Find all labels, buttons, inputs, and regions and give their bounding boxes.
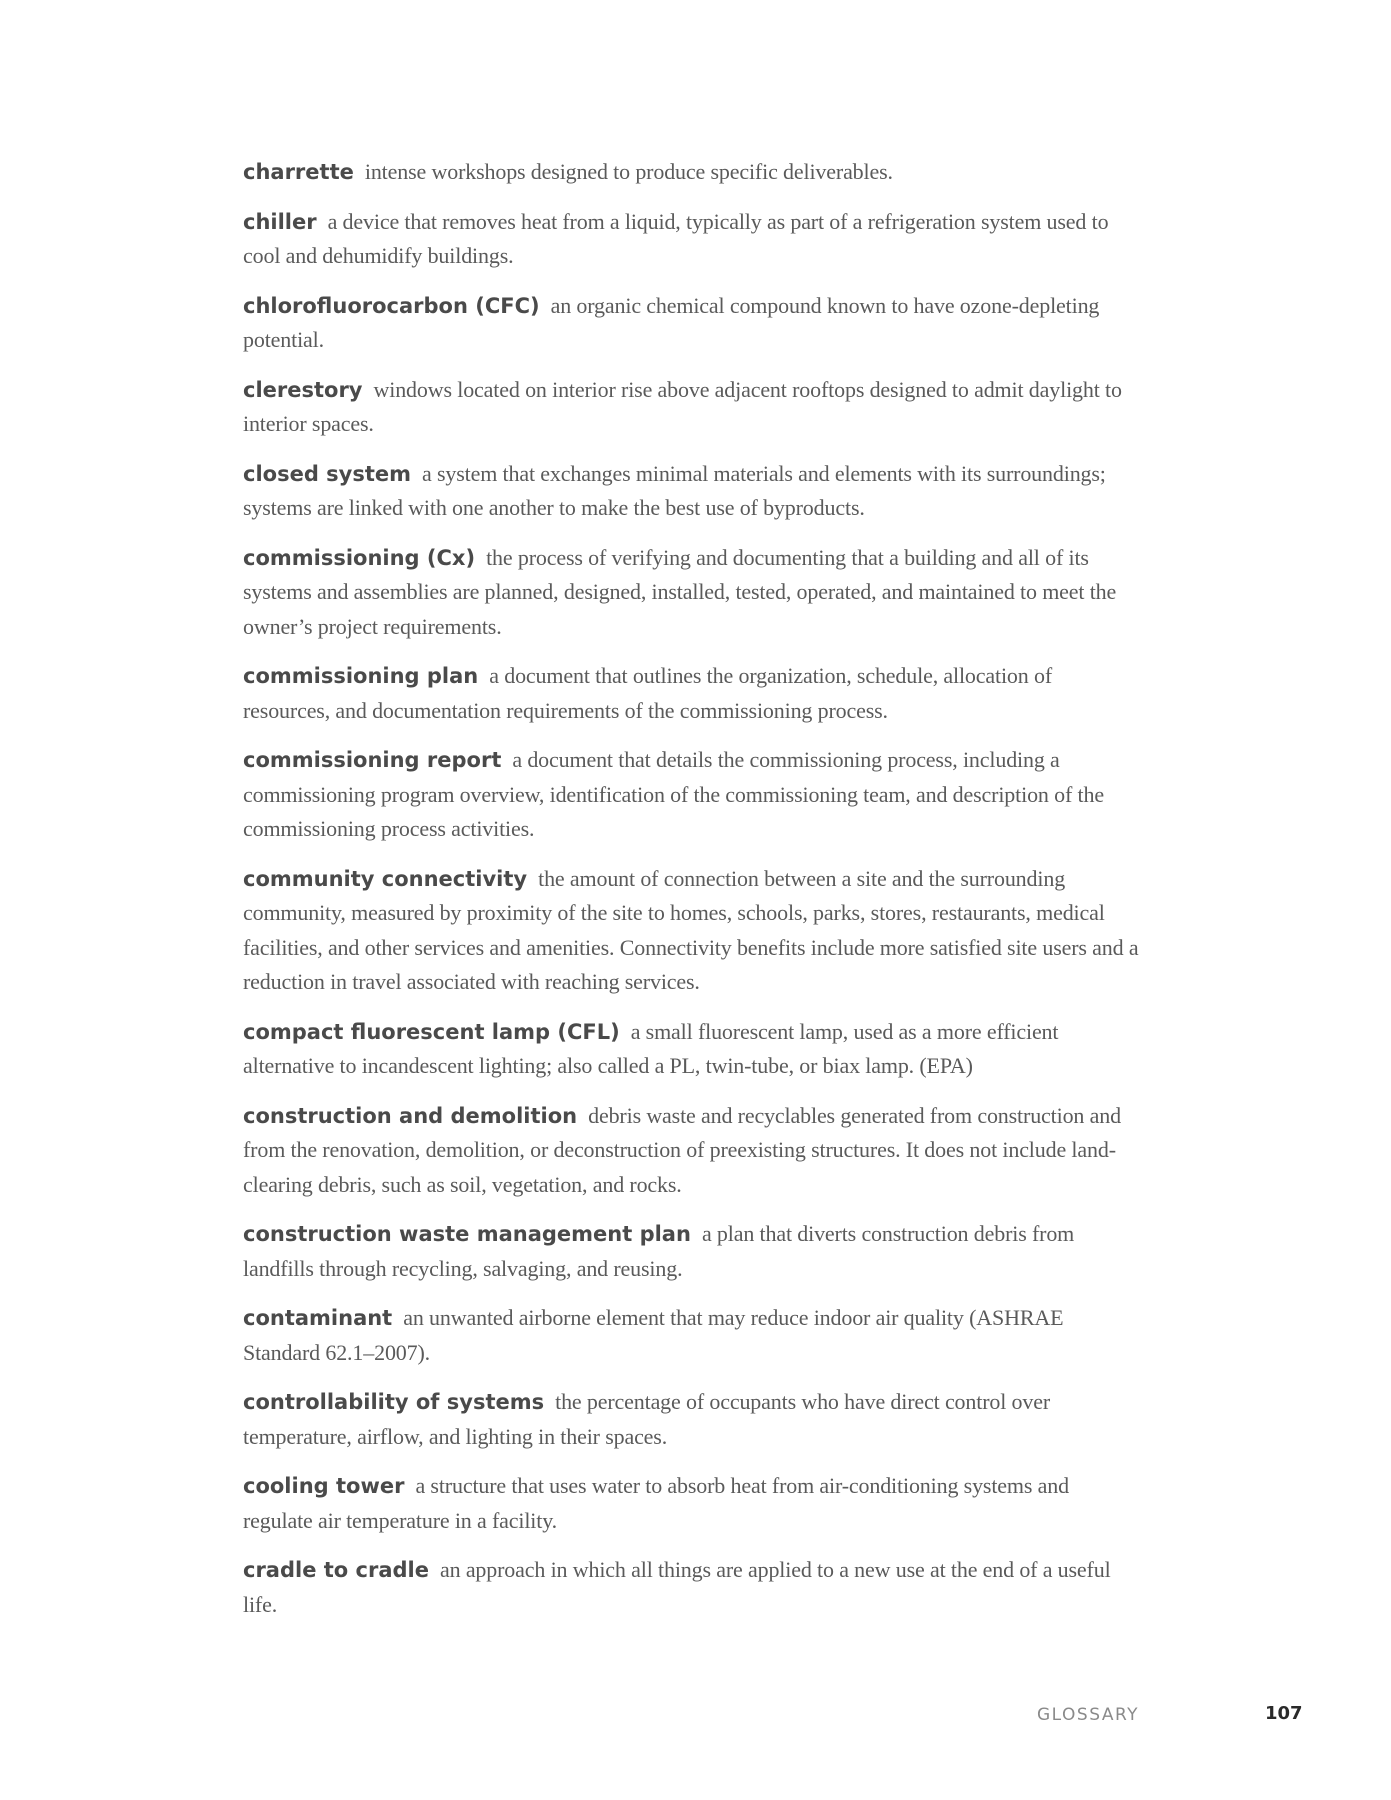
glossary-definition: a system that exchanges minimal materials and elements with its surroundings; systems are linked with one another to make the best use of byproducts. <box>243 460 1106 520</box>
glossary-entry <box>243 1301 1143 1370</box>
glossary-term: cradle to cradle <box>243 1558 429 1582</box>
glossary-entry <box>243 155 1143 190</box>
glossary-term: controllability of systems <box>243 1390 545 1414</box>
glossary-term: clerestory <box>243 377 363 402</box>
glossary-definition: an approach in which all things are applied to a new use at the end of a useful life. <box>243 1557 1111 1617</box>
glossary-term: construction waste management plan <box>243 1222 691 1246</box>
glossary-definition: an unwanted airborne element that may reduce indoor air quality (ASHRAE Standard 62.1–2007). <box>243 1305 1064 1365</box>
glossary-term: chiller <box>243 209 317 234</box>
glossary-term: community connectivity <box>243 866 528 891</box>
glossary-entry <box>243 1385 1143 1454</box>
glossary-term: chlorofluorocarbon (CFC) <box>243 293 540 318</box>
glossary-definition: the percentage of occupants who have direct control over temperature, airflow, and lighting in their spaces. <box>243 1389 1051 1449</box>
glossary-entry <box>243 289 1143 358</box>
glossary-entry <box>243 373 1143 442</box>
footer-section-label: GLOSSARY <box>1037 1705 1140 1725</box>
glossary-term: closed system <box>243 461 412 486</box>
glossary-definition: a device that removes heat from a liquid, typically as part of a refrigeration system used to cool and dehumidify buildings. <box>243 208 1109 268</box>
glossary-term: compact fluorescent lamp (CFL) <box>243 1019 620 1044</box>
glossary-entry <box>243 1099 1143 1203</box>
glossary-entry <box>243 1469 1143 1538</box>
glossary-definition: intense workshops designed to produce specific deliverables. <box>364 159 893 184</box>
glossary-definition: a document that outlines the organization, schedule, allocation of resources, and documentation requirements of the commissioning process. <box>243 663 1053 723</box>
glossary-entry <box>243 1015 1143 1084</box>
glossary-entry <box>243 1217 1143 1286</box>
glossary-entry <box>243 205 1143 274</box>
glossary-definition: an organic chemical compound known to have ozone-depleting potential. <box>243 292 1100 352</box>
glossary-term: contaminant <box>243 1306 393 1330</box>
glossary-term: construction and demolition <box>243 1103 578 1128</box>
glossary-entry <box>243 1553 1143 1622</box>
glossary-definition: a small fluorescent lamp, used as a more efficient alternative to incandescent lighting; also called a PL, twin-tube, or biax lamp. (EPA) <box>243 1018 1059 1078</box>
glossary-term: cooling tower <box>243 1474 405 1498</box>
glossary-entry <box>243 541 1143 645</box>
glossary-definition: windows located on interior rise above adjacent rooftops designed to admit daylight to interior spaces. <box>243 376 1122 436</box>
glossary-definition: a plan that diverts construction debris from landfills through recycling, salvaging, and reusing. <box>243 1221 1075 1281</box>
glossary-entry <box>243 659 1143 728</box>
glossary-term: commissioning report <box>243 748 502 772</box>
glossary-entry <box>243 743 1143 847</box>
glossary-definition: the process of verifying and documenting that a building and all of its systems and assemblies are planned, designed, installed, tested, operated, and maintained to meet the owner’s project requirements. <box>243 544 1117 639</box>
glossary-term: commissioning (Cx) <box>243 545 476 570</box>
glossary-entry <box>243 862 1143 1000</box>
glossary-term: charrette <box>243 160 354 184</box>
glossary-entry <box>243 457 1143 526</box>
glossary-definition: debris waste and recyclables generated from construction and from the renovation, demolition, or deconstruction of preexisting structures. It does not include land-clearing debris, such as soil, vegetation, and rocks. <box>243 1102 1121 1197</box>
glossary-definition: the amount of connection between a site and the surrounding community, measured by proximity of the site to homes, schools, parks, stores, restaurants, medical facilities, and other services and amenities. Connectivity benefits include more satisfied site users and a reduction in travel associated with reaching services. <box>243 865 1139 994</box>
glossary-term: commissioning plan <box>243 664 479 688</box>
glossary-definition: a structure that uses water to absorb heat from air-conditioning systems and regulate air temperature in a facility. <box>243 1473 1069 1533</box>
glossary-list <box>243 155 1143 1637</box>
footer-page-number: 107 <box>1265 1703 1303 1724</box>
glossary-definition: a document that details the commissioning process, including a commissioning program overview, identification of the commissioning team, and description of the commissioning process activities. <box>243 747 1104 841</box>
